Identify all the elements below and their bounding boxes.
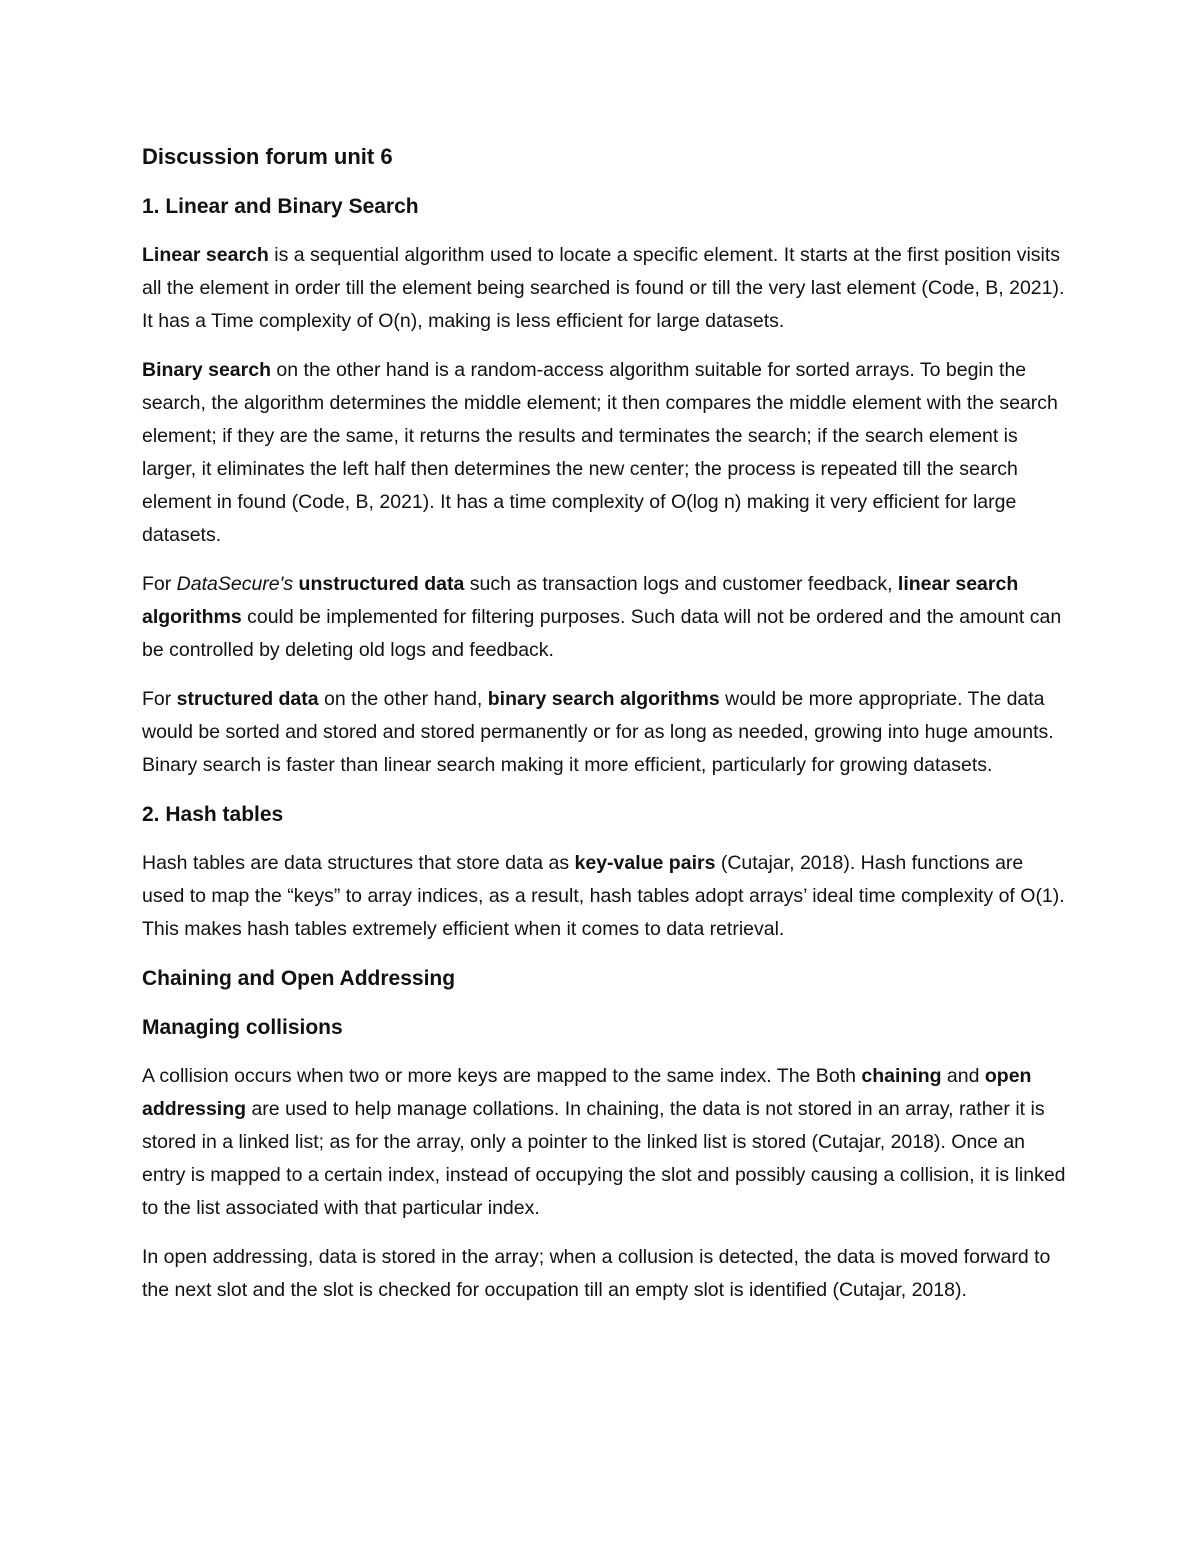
paragraph-hash-tables [142, 847, 1067, 946]
paragraph-text: For [142, 688, 177, 710]
bold-term: unstructured data [298, 573, 465, 595]
paragraph-text: and [941, 1065, 985, 1087]
subheading-chaining-open-addressing: Chaining and Open Addressing [142, 967, 456, 990]
paragraph-text: would be more appropriate. The data would be sorted and stored and stored permanently or for as long as needed, growing into huge amounts. Binary search is faster than linear search making it more efficient, particularly for growing datasets. [142, 688, 1054, 776]
paragraph-text: are used to help manage collations. In chaining, the data is not stored in an array, rather it is stored in a linked list; as for the array, only a pointer to the linked list is stored (Cutajar, 2018). Once an entry is mapped to a certain index, instead of occupying the slot and possibly causing a collision, it is linked to the list associated with that particular index. [142, 1098, 1066, 1219]
paragraph-text: (Cutajar, 2018). Hash functions are used to map the “keys” to array indices, as a result, hash tables adopt arrays’ ideal time complexity of O(1). This makes hash tables extremely efficient when it comes to data retrieval. [142, 852, 1065, 940]
bold-term: linear search algorithms [142, 573, 1019, 628]
bold-term: structured data [176, 688, 319, 710]
paragraph-linear-search [142, 239, 1067, 338]
paragraph-text: could be implemented for filtering purposes. Such data will not be ordered and the amount can be controlled by deleting old logs and feedback. [142, 606, 1062, 661]
paragraph-text: For [142, 573, 177, 595]
paragraph-text: on the other hand, [318, 688, 488, 710]
bold-term: Binary search [142, 359, 271, 381]
paragraph-unstructured-data [142, 568, 1067, 667]
document-title: Discussion forum unit 6 [142, 144, 393, 169]
paragraph-text: In open addressing, data is stored in the array; when a collusion is detected, the data is moved forward to the next slot and the slot is checked for occupation till an empty slot is identified (Cutajar, 2018). [142, 1246, 1051, 1301]
italic-term: DataSecure's [176, 573, 294, 595]
paragraph-text: such as transaction logs and customer feedback, [464, 573, 898, 595]
paragraph-text: Hash tables are data structures that store data as [142, 852, 575, 874]
paragraph-structured-data [142, 683, 1067, 782]
bold-term: key-value pairs [574, 852, 716, 874]
paragraph-collisions [142, 1060, 1067, 1225]
section-heading-hash-tables: 2. Hash tables [142, 803, 284, 826]
paragraph-binary-search [142, 354, 1067, 552]
paragraph-text: on the other hand is a random-access algorithm suitable for sorted arrays. To begin the search, the algorithm determines the middle element; it then compares the middle element with the search element; if they are the same, it returns the results and terminates the search; if the search element is larger, it eliminates the left half then determines the new center; the process is repeated till the search element in found (Code, B, 2021). It has a time complexity of O(log n) making it very efficient for large datasets. [142, 359, 1058, 546]
paragraph-text: A collision occurs when two or more keys are mapped to the same index. The Both [142, 1065, 862, 1087]
bold-term: open addressing [142, 1065, 1032, 1120]
section-heading-linear-binary-search: 1. Linear and Binary Search [142, 195, 419, 218]
bold-term: Linear search [142, 244, 269, 266]
bold-term: binary search algorithms [487, 688, 720, 710]
bold-term: chaining [861, 1065, 942, 1087]
paragraph-open-addressing [142, 1241, 1067, 1307]
subheading-managing-collisions: Managing collisions [142, 1016, 343, 1039]
paragraph-text: is a sequential algorithm used to locate a specific element. It starts at the first position visits all the element in order till the element being searched is found or till the very last element (Code, B, 2021). It has a Time complexity of O(n), making is less efficient for large datasets. [142, 244, 1065, 332]
document-body [142, 140, 1067, 1323]
